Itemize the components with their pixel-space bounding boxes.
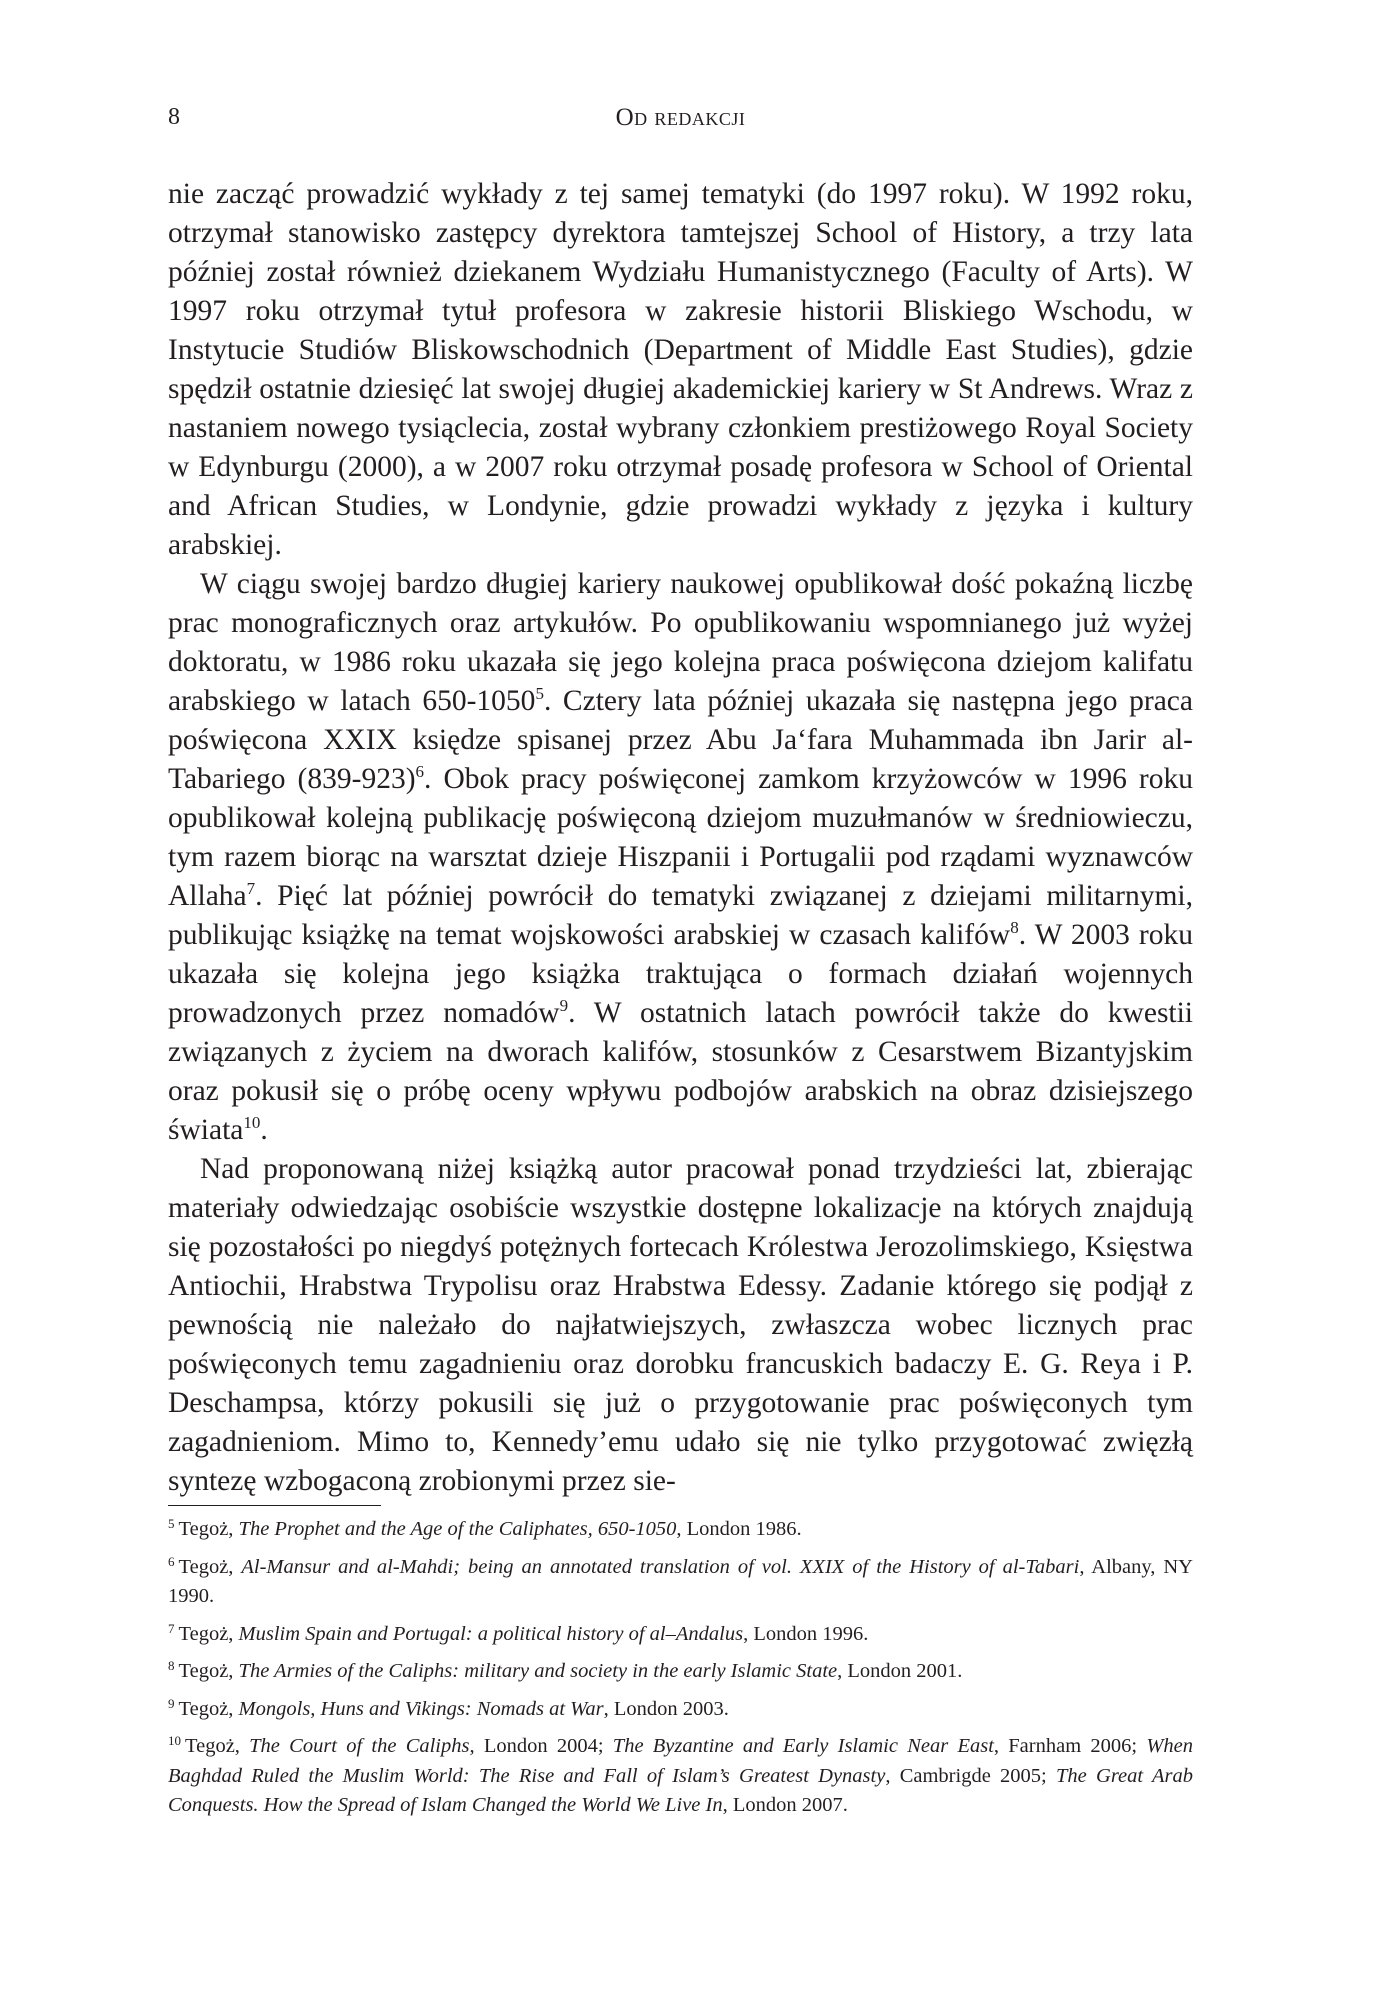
footnote-text: Tegoż, xyxy=(178,1622,239,1645)
footnote-text: , London 2007. xyxy=(722,1794,848,1816)
footnote-reference: 5 xyxy=(535,684,544,703)
footnotes xyxy=(168,1515,1193,1829)
footnote-text: Tegoż, xyxy=(178,1697,239,1720)
footnote-separator xyxy=(168,1505,381,1506)
footnote-number: 7 xyxy=(168,1620,175,1636)
footnote-reference: 10 xyxy=(243,1113,261,1132)
footnote-number: 10 xyxy=(168,1733,181,1748)
footnote-title: The Court of the Caliphs xyxy=(249,1735,470,1757)
footnote-reference: 9 xyxy=(559,996,569,1015)
text-span: . Cztery lata później ukazała się następna jego praca poświęcona XXIX księdze spisanej przez Abu Ja‘fara Muhammada ibn Jarir al-Tabariego (839-923) xyxy=(168,685,1193,795)
footnote-text: , London 1996. xyxy=(743,1622,869,1645)
footnote xyxy=(168,1732,1193,1821)
footnote-title: The Armies of the Caliphs: military and society in the early Islamic State xyxy=(238,1660,838,1682)
main-text xyxy=(168,175,1193,1501)
footnote-text: Tegoż, xyxy=(178,1555,242,1578)
text-span: Nad proponowaną niżej książką autor pracował ponad trzydzieści lat, zbierając materiały odwiedzając osobiście wszystkie dostępne lokalizacje na których znajdują się pozostałości po niegdyś potężnych fortecach Królestwa Jerozolimskiego, Księstwa Antiochii, Hrabstwa Trypolisu oraz Hrabstwa Edessy. Zadanie którego się podjął z pewnością nie należało do najłatwiejszych, zwłaszcza wobec licznych prac poświęconych temu zagadnieniu oraz dorobku francuskich badaczy E. G. Reya i P. Deschampsa, którzy pokusili się już o przygotowanie prac poświęconych tym zagadnieniom. Mimo to, Kennedy’emu udało się nie tylko przygotować zwięzłą syntezę wzbogaconą zrobionymi przez sie- xyxy=(168,1153,1193,1497)
text-span: . Pięć lat później powrócił do tematyki związanej z dziejami militarnymi, publikując książkę na temat wojskowości arabskiej w czasach kalifów xyxy=(168,880,1193,951)
footnote-text: , Albany, NY 1990. xyxy=(168,1555,1193,1607)
footnote-text: Tegoż, xyxy=(185,1735,250,1757)
footnote-reference: 6 xyxy=(415,762,425,781)
paragraph xyxy=(168,1150,1193,1501)
page-header xyxy=(168,104,1193,138)
footnote xyxy=(168,1620,1193,1650)
page-number: 8 xyxy=(168,104,180,130)
footnote-text: , London 2001. xyxy=(837,1660,963,1682)
text-span: nie zacząć prowadzić wykłady z tej samej tematyki (do 1997 roku). W 1992 roku, otrzymał stanowisko zastępcy dyrektora tamtejszej School of History, a trzy lata później został również dziekanem Wydziału Humanistycznego (Faculty of Arts). W 1997 roku otrzymał tytuł profesora w zakresie historii Bliskiego Wschodu, w Instytucie Studiów Bliskowschodnich (Department of Middle East Studies), gdzie spędził ostatnie dziesięć lat swojej długiej akademickiej kariery w St Andrews. Wraz z nastaniem nowego tysiąclecia, został wybrany członkiem prestiżowego Royal Society w Edynburgu (2000), a w 2007 roku otrzymał posadę profesora w School of Oriental and African Studies, w Londynie, gdzie prowadzi wykłady z języka i kultury arabskiej. xyxy=(168,178,1193,561)
footnote-title: When Baghdad Ruled the Muslim World: The Rise and Fall of Islam’s Greatest Dynasty xyxy=(168,1735,1193,1787)
text-span: . W 2003 roku ukazała się kolejna jego książka traktująca o formach działań wojennych prowadzonych przez nomadów xyxy=(168,919,1194,1029)
footnote-number: 5 xyxy=(168,1516,175,1531)
paragraph xyxy=(168,175,1193,565)
footnote-title: Mongols, Huns and Vikings: Nomads at War xyxy=(238,1697,604,1720)
paragraph xyxy=(168,565,1193,1150)
footnote-text: Tegoż, xyxy=(178,1660,239,1682)
footnote-number: 9 xyxy=(168,1695,175,1711)
footnote-title: The Prophet and the Age of the Caliphates, 650-1050 xyxy=(238,1518,677,1540)
text-span: W ciągu swojej bardzo długiej kariery naukowej opublikował dość pokaźną liczbę prac monograficznych oraz artykułów. Po opublikowaniu wspomnianego już wyżej doktoratu, w 1986 roku ukazała się jego kolejna praca poświęcona dziejom kalifatu arabskiego w latach 650-1050 xyxy=(168,568,1193,717)
footnote-text: , London 2003. xyxy=(603,1697,729,1720)
footnote-title: Muslim Spain and Portugal: a political history of al–Andalus xyxy=(238,1622,744,1645)
footnote xyxy=(168,1515,1193,1545)
text-span: . Obok pracy poświęconej zamkom krzyżowców w 1996 roku opublikował kolejną publikację poświęconą dziejom muzułmanów w średniowieczu, tym razem biorąc na warsztat dzieje Hiszpanii i Portugalii pod rządami wyznawców Allaha xyxy=(168,763,1193,912)
footnote-text: , Farnham 2006; xyxy=(993,1735,1147,1757)
footnote-text: , London 1986. xyxy=(676,1518,802,1540)
footnote-text: Tegoż, xyxy=(178,1518,239,1540)
footnote-title: The Byzantine and Early Islamic Near East xyxy=(612,1735,994,1757)
footnote-text: , London 2004; xyxy=(469,1735,613,1757)
footnote-title: The Great Arab Conquests. How the Spread of Islam Changed the World We Live In xyxy=(168,1764,1193,1816)
text-span: . xyxy=(260,1114,268,1146)
footnote-reference: 7 xyxy=(246,879,256,898)
footnote-text: , Cambrigde 2005; xyxy=(885,1764,1057,1787)
footnote-title: Al-Mansur and al-Mahdi; being an annotated translation of vol. XXIX of the History of al-Tabari xyxy=(241,1555,1080,1578)
footnote-number: 8 xyxy=(168,1658,175,1673)
text-span: . W ostatnich latach powrócił także do kwestii związanych z życiem na dworach kalifów, stosunków z Cesarstwem Bizantyjskim oraz pokusił się o próbę oceny wpływu podbojów arabskich na obraz dzisiejszego świata xyxy=(168,997,1194,1146)
footnote-number: 6 xyxy=(168,1553,175,1569)
footnote xyxy=(168,1657,1193,1687)
footnote-reference: 8 xyxy=(1010,918,1019,937)
footnote xyxy=(168,1553,1193,1612)
footnote xyxy=(168,1695,1193,1725)
running-head: Od redakcji xyxy=(615,104,746,131)
